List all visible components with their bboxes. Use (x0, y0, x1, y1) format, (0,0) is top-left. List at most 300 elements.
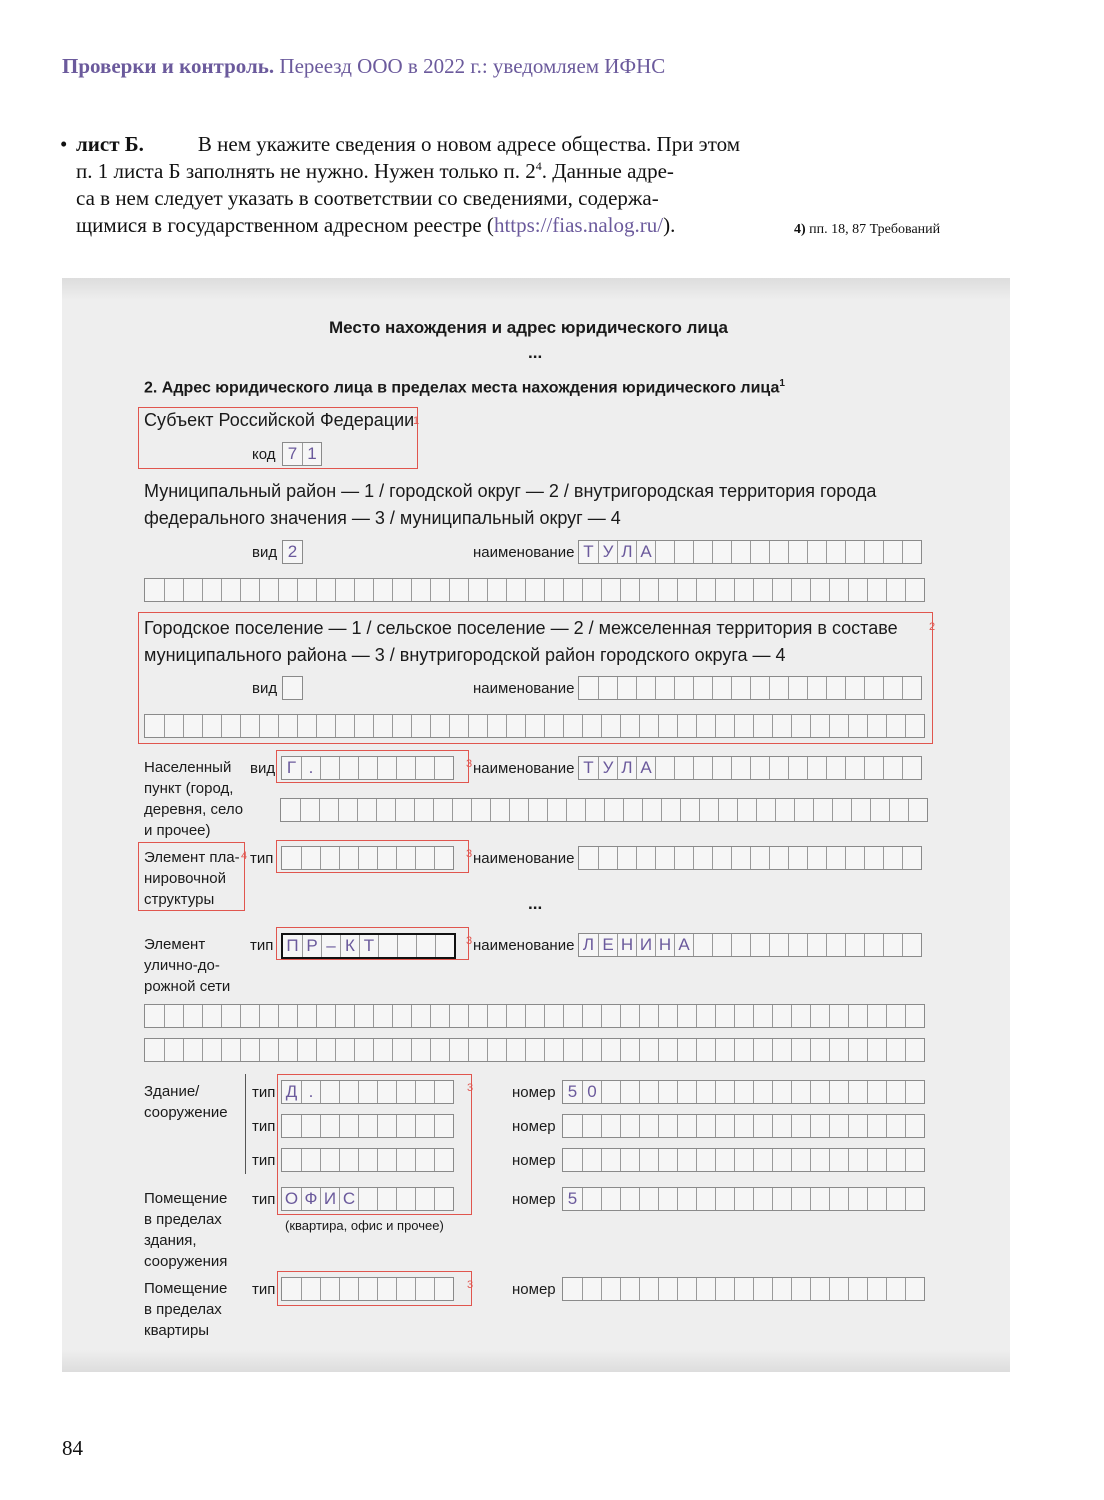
char-cell[interactable] (775, 799, 794, 821)
char-cell[interactable] (639, 1005, 658, 1027)
char-cell[interactable] (278, 1005, 297, 1027)
char-cell[interactable] (772, 1188, 791, 1210)
char-cell[interactable] (715, 1149, 734, 1171)
char-cell[interactable] (864, 541, 883, 563)
char-cell[interactable]: Т (583, 542, 594, 561)
char-cell[interactable] (772, 1005, 791, 1027)
char-cell[interactable] (468, 579, 487, 601)
char-cell[interactable] (354, 1039, 373, 1061)
char-cell[interactable] (601, 1005, 620, 1027)
char-cell[interactable] (753, 1039, 772, 1061)
char-cell[interactable] (335, 1005, 354, 1027)
char-cell[interactable] (145, 1005, 164, 1027)
char-cell[interactable] (620, 1081, 639, 1103)
char-cell[interactable] (756, 799, 775, 821)
char-cell[interactable] (316, 1005, 335, 1027)
char-cell[interactable] (620, 1149, 639, 1171)
char-cell[interactable] (297, 1039, 316, 1061)
char-cell[interactable]: Л (617, 757, 636, 779)
char-cell[interactable] (886, 1039, 905, 1061)
char-cell[interactable] (604, 799, 623, 821)
char-cell[interactable] (582, 1149, 601, 1171)
char-cell[interactable] (753, 1005, 772, 1027)
char-cell[interactable] (563, 1039, 582, 1061)
char-cell[interactable] (183, 1039, 202, 1061)
char-cell[interactable] (655, 757, 674, 779)
char-cell[interactable] (829, 1081, 848, 1103)
char-cell[interactable] (848, 1149, 867, 1171)
char-cell[interactable] (867, 1278, 886, 1300)
char-cell[interactable] (807, 934, 826, 956)
char-cell[interactable] (655, 541, 674, 563)
char-cell[interactable] (889, 799, 908, 821)
char-cell[interactable] (674, 847, 693, 869)
char-cell[interactable] (677, 1039, 696, 1061)
char-cell[interactable] (319, 799, 338, 821)
char-cell[interactable] (411, 1005, 430, 1027)
char-cell[interactable] (357, 799, 376, 821)
char-cell[interactable] (338, 799, 357, 821)
char-cell[interactable]: 5 (567, 1082, 578, 1101)
char-cell[interactable] (183, 579, 202, 601)
char-cell[interactable] (791, 1278, 810, 1300)
char-cell[interactable] (864, 847, 883, 869)
char-cell[interactable] (753, 1188, 772, 1210)
char-cell[interactable] (693, 934, 712, 956)
char-cell[interactable] (829, 1188, 848, 1210)
char-cell[interactable] (240, 1039, 259, 1061)
char-cell[interactable] (810, 1188, 829, 1210)
char-cell[interactable] (623, 799, 642, 821)
char-cell[interactable] (617, 847, 636, 869)
char-cell[interactable] (395, 799, 414, 821)
char-cell[interactable] (680, 799, 699, 821)
char-cell[interactable] (677, 579, 696, 601)
char-cell[interactable]: 0 (582, 1081, 601, 1103)
char-cell[interactable] (202, 1005, 221, 1027)
char-cell[interactable] (826, 934, 845, 956)
char-cell[interactable] (902, 541, 921, 563)
char-cell[interactable]: 5 (567, 1189, 578, 1208)
char-cell[interactable] (731, 541, 750, 563)
char-cell[interactable] (791, 1149, 810, 1171)
char-cell[interactable] (826, 757, 845, 779)
char-cell[interactable] (658, 1081, 677, 1103)
char-cell[interactable] (487, 1039, 506, 1061)
char-cell[interactable] (601, 579, 620, 601)
char-cell[interactable] (832, 799, 851, 821)
char-cell[interactable] (658, 1149, 677, 1171)
char-cell[interactable]: 2 (287, 542, 298, 561)
char-cell[interactable] (563, 1115, 582, 1137)
building-number-field-1[interactable] (562, 1080, 925, 1104)
char-cell[interactable] (734, 1039, 753, 1061)
char-cell[interactable] (674, 757, 693, 779)
char-cell[interactable] (639, 1081, 658, 1103)
char-cell[interactable] (696, 1039, 715, 1061)
char-cell[interactable] (788, 847, 807, 869)
char-cell[interactable] (807, 757, 826, 779)
char-cell[interactable] (579, 847, 598, 869)
char-cell[interactable]: – (321, 935, 340, 957)
char-cell[interactable] (677, 1081, 696, 1103)
char-cell[interactable] (750, 847, 769, 869)
char-cell[interactable] (449, 579, 468, 601)
char-cell[interactable] (886, 1115, 905, 1137)
char-cell[interactable] (620, 1115, 639, 1137)
char-cell[interactable] (772, 1081, 791, 1103)
char-cell[interactable] (658, 1188, 677, 1210)
char-cell[interactable] (794, 799, 813, 821)
char-cell[interactable] (867, 1188, 886, 1210)
char-cell[interactable] (639, 1039, 658, 1061)
char-cell[interactable] (810, 1039, 829, 1061)
char-cell[interactable] (582, 1188, 601, 1210)
char-cell[interactable] (826, 847, 845, 869)
char-cell[interactable] (582, 1278, 601, 1300)
char-cell[interactable] (373, 579, 392, 601)
char-cell[interactable] (202, 579, 221, 601)
char-cell[interactable] (886, 1149, 905, 1171)
char-cell[interactable] (655, 847, 674, 869)
street-name-field[interactable] (578, 933, 922, 957)
char-cell[interactable] (696, 1149, 715, 1171)
char-cell[interactable] (864, 934, 883, 956)
char-cell[interactable] (769, 934, 788, 956)
char-cell[interactable]: Т (583, 758, 594, 777)
char-cell[interactable] (845, 757, 864, 779)
char-cell[interactable] (851, 799, 870, 821)
char-cell[interactable] (753, 1149, 772, 1171)
char-cell[interactable] (791, 1039, 810, 1061)
char-cell[interactable] (601, 1149, 620, 1171)
char-cell[interactable] (715, 1081, 734, 1103)
char-cell[interactable] (566, 799, 585, 821)
char-cell[interactable] (712, 847, 731, 869)
char-cell[interactable] (316, 579, 335, 601)
char-cell[interactable] (829, 1115, 848, 1137)
char-cell[interactable] (661, 799, 680, 821)
char-cell[interactable] (601, 1115, 620, 1137)
char-cell[interactable] (829, 1039, 848, 1061)
char-cell[interactable] (278, 579, 297, 601)
char-cell[interactable] (677, 1188, 696, 1210)
char-cell[interactable] (693, 541, 712, 563)
char-cell[interactable] (769, 757, 788, 779)
char-cell[interactable] (807, 847, 826, 869)
char-cell[interactable]: А (636, 541, 655, 563)
char-cell[interactable] (487, 579, 506, 601)
char-cell[interactable] (636, 847, 655, 869)
char-cell[interactable] (718, 799, 737, 821)
char-cell[interactable]: . (301, 757, 320, 779)
char-cell[interactable] (563, 579, 582, 601)
char-cell[interactable] (281, 799, 300, 821)
char-cell[interactable] (696, 1278, 715, 1300)
char-cell[interactable] (601, 1081, 620, 1103)
char-cell[interactable] (791, 579, 810, 601)
char-cell[interactable] (278, 1039, 297, 1061)
char-cell[interactable] (886, 1081, 905, 1103)
char-cell[interactable] (715, 1115, 734, 1137)
char-cell[interactable] (734, 1115, 753, 1137)
char-cell[interactable] (658, 1005, 677, 1027)
char-cell[interactable] (788, 541, 807, 563)
char-cell[interactable] (848, 1039, 867, 1061)
char-cell[interactable] (791, 1081, 810, 1103)
char-cell[interactable] (696, 579, 715, 601)
char-cell[interactable] (221, 579, 240, 601)
locality-name-field[interactable] (578, 756, 922, 780)
char-cell[interactable] (677, 1005, 696, 1027)
char-cell[interactable] (807, 541, 826, 563)
char-cell[interactable] (829, 579, 848, 601)
char-cell[interactable] (826, 541, 845, 563)
char-cell[interactable] (414, 799, 433, 821)
char-cell[interactable] (750, 541, 769, 563)
char-cell[interactable] (259, 579, 278, 601)
char-cell[interactable] (848, 579, 867, 601)
char-cell[interactable] (886, 1188, 905, 1210)
char-cell[interactable] (905, 1039, 924, 1061)
char-cell[interactable] (300, 799, 319, 821)
planning-name-field[interactable] (578, 846, 922, 870)
char-cell[interactable] (528, 799, 547, 821)
char-cell[interactable] (734, 1188, 753, 1210)
char-cell[interactable] (753, 579, 772, 601)
char-cell[interactable] (506, 1039, 525, 1061)
char-cell[interactable] (449, 1005, 468, 1027)
char-cell[interactable]: 7 (287, 444, 298, 463)
char-cell[interactable] (867, 1115, 886, 1137)
char-cell[interactable] (712, 541, 731, 563)
char-cell[interactable] (601, 1278, 620, 1300)
char-cell[interactable] (715, 1039, 734, 1061)
char-cell[interactable] (354, 1005, 373, 1027)
char-cell[interactable] (902, 847, 921, 869)
char-cell[interactable] (430, 1005, 449, 1027)
char-cell[interactable] (905, 1115, 924, 1137)
char-cell[interactable] (221, 1039, 240, 1061)
char-cell[interactable] (715, 1188, 734, 1210)
char-cell[interactable] (430, 1039, 449, 1061)
char-cell[interactable] (883, 541, 902, 563)
char-cell[interactable]: О (284, 1189, 299, 1208)
char-cell[interactable] (845, 541, 864, 563)
char-cell[interactable] (848, 1188, 867, 1210)
char-cell[interactable]: И (320, 1188, 339, 1210)
char-cell[interactable] (715, 579, 734, 601)
char-cell[interactable] (221, 1005, 240, 1027)
char-cell[interactable] (829, 1278, 848, 1300)
char-cell[interactable] (867, 1039, 886, 1061)
char-cell[interactable] (620, 579, 639, 601)
char-cell[interactable] (772, 1115, 791, 1137)
char-cell[interactable] (772, 1278, 791, 1300)
char-cell[interactable] (867, 1081, 886, 1103)
char-cell[interactable] (810, 1081, 829, 1103)
char-cell[interactable] (658, 1278, 677, 1300)
char-cell[interactable] (772, 579, 791, 601)
char-cell[interactable] (813, 799, 832, 821)
char-cell[interactable] (791, 1005, 810, 1027)
char-cell[interactable]: У (598, 541, 617, 563)
char-cell[interactable]: Е (598, 934, 617, 956)
char-cell[interactable] (810, 1278, 829, 1300)
building-number-field-3[interactable] (562, 1148, 925, 1172)
char-cell[interactable]: 1 (302, 443, 321, 465)
char-cell[interactable] (734, 579, 753, 601)
char-cell[interactable]: Р (302, 935, 321, 957)
char-cell[interactable] (677, 1149, 696, 1171)
char-cell[interactable] (585, 799, 604, 821)
char-cell[interactable] (848, 1278, 867, 1300)
char-cell[interactable]: К (340, 935, 359, 957)
char-cell[interactable] (259, 1039, 278, 1061)
char-cell[interactable] (867, 1149, 886, 1171)
char-cell[interactable] (769, 541, 788, 563)
char-cell[interactable]: И (636, 934, 655, 956)
char-cell[interactable] (411, 579, 430, 601)
char-cell[interactable] (848, 1005, 867, 1027)
char-cell[interactable] (183, 1005, 202, 1027)
char-cell[interactable] (867, 1005, 886, 1027)
char-cell[interactable] (620, 1005, 639, 1027)
char-cell[interactable] (696, 1188, 715, 1210)
char-cell[interactable] (639, 1115, 658, 1137)
char-cell[interactable]: Г (286, 758, 297, 777)
char-cell[interactable] (734, 1278, 753, 1300)
char-cell[interactable] (737, 799, 756, 821)
char-cell[interactable] (639, 1278, 658, 1300)
char-cell[interactable] (870, 799, 889, 821)
char-cell[interactable] (772, 1039, 791, 1061)
char-cell[interactable] (449, 1039, 468, 1061)
char-cell[interactable] (658, 579, 677, 601)
char-cell[interactable] (696, 1115, 715, 1137)
char-cell[interactable] (354, 579, 373, 601)
char-cell[interactable] (544, 1005, 563, 1027)
char-cell[interactable] (829, 1149, 848, 1171)
char-cell[interactable] (544, 579, 563, 601)
street-name-field-cont-1[interactable] (144, 1004, 925, 1028)
char-cell[interactable] (145, 1039, 164, 1061)
char-cell[interactable] (772, 1149, 791, 1171)
char-cell[interactable] (753, 1278, 772, 1300)
char-cell[interactable] (430, 579, 449, 601)
char-cell[interactable] (693, 847, 712, 869)
char-cell[interactable] (468, 1005, 487, 1027)
char-cell[interactable] (753, 1115, 772, 1137)
char-cell[interactable]: А (636, 757, 655, 779)
char-cell[interactable] (902, 757, 921, 779)
char-cell[interactable] (620, 1188, 639, 1210)
char-cell[interactable] (164, 1039, 183, 1061)
char-cell[interactable] (335, 1039, 354, 1061)
char-cell[interactable] (848, 1081, 867, 1103)
char-cell[interactable] (316, 1039, 335, 1061)
char-cell[interactable] (525, 579, 544, 601)
char-cell[interactable]: . (301, 1081, 320, 1103)
char-cell[interactable] (905, 1149, 924, 1171)
char-cell[interactable] (582, 579, 601, 601)
char-cell[interactable] (715, 1005, 734, 1027)
char-cell[interactable] (164, 579, 183, 601)
char-cell[interactable] (886, 579, 905, 601)
char-cell[interactable] (905, 1278, 924, 1300)
char-cell[interactable] (164, 1005, 183, 1027)
char-cell[interactable]: Н (655, 934, 674, 956)
char-cell[interactable] (693, 757, 712, 779)
char-cell[interactable]: Т (359, 935, 378, 957)
char-cell[interactable] (452, 799, 471, 821)
char-cell[interactable] (845, 847, 864, 869)
char-cell[interactable] (788, 757, 807, 779)
char-cell[interactable] (547, 799, 566, 821)
char-cell[interactable] (563, 1005, 582, 1027)
char-cell[interactable]: Д (285, 1082, 298, 1101)
char-cell[interactable] (525, 1039, 544, 1061)
char-cell[interactable] (433, 799, 452, 821)
char-cell[interactable]: П (286, 936, 299, 955)
char-cell[interactable] (696, 1081, 715, 1103)
char-cell[interactable] (902, 934, 921, 956)
char-cell[interactable] (769, 847, 788, 869)
char-cell[interactable] (677, 1115, 696, 1137)
char-cell[interactable]: А (674, 934, 693, 956)
char-cell[interactable] (734, 1149, 753, 1171)
char-cell[interactable] (506, 1005, 525, 1027)
municipal-name-field[interactable] (578, 540, 922, 564)
char-cell[interactable] (335, 579, 354, 601)
char-cell[interactable] (905, 1081, 924, 1103)
char-cell[interactable] (297, 1005, 316, 1027)
char-cell[interactable] (810, 579, 829, 601)
char-cell[interactable]: С (339, 1188, 358, 1210)
char-cell[interactable] (582, 1115, 601, 1137)
char-cell[interactable] (582, 1005, 601, 1027)
char-cell[interactable] (392, 1005, 411, 1027)
char-cell[interactable] (677, 1278, 696, 1300)
char-cell[interactable] (259, 1005, 278, 1027)
char-cell[interactable] (864, 757, 883, 779)
char-cell[interactable] (297, 579, 316, 601)
char-cell[interactable] (715, 1278, 734, 1300)
char-cell[interactable] (411, 1039, 430, 1061)
premises-number-field[interactable] (562, 1187, 925, 1211)
char-cell[interactable] (712, 934, 731, 956)
building-number-field-2[interactable] (562, 1114, 925, 1138)
char-cell[interactable] (490, 799, 509, 821)
char-cell[interactable] (712, 757, 731, 779)
char-cell[interactable] (883, 757, 902, 779)
street-name-field-cont-2[interactable] (144, 1038, 925, 1062)
char-cell[interactable] (908, 799, 927, 821)
municipal-vid-field[interactable] (282, 540, 303, 564)
char-cell[interactable] (810, 1149, 829, 1171)
char-cell[interactable] (639, 1149, 658, 1171)
char-cell[interactable] (791, 1115, 810, 1137)
char-cell[interactable] (886, 1278, 905, 1300)
char-cell[interactable] (867, 579, 886, 601)
flat-premises-number-field[interactable] (562, 1277, 925, 1301)
char-cell[interactable] (829, 1005, 848, 1027)
char-cell[interactable] (563, 1278, 582, 1300)
char-cell[interactable] (734, 1081, 753, 1103)
char-cell[interactable] (373, 1039, 392, 1061)
char-cell[interactable] (658, 1115, 677, 1137)
char-cell[interactable]: Н (617, 934, 636, 956)
